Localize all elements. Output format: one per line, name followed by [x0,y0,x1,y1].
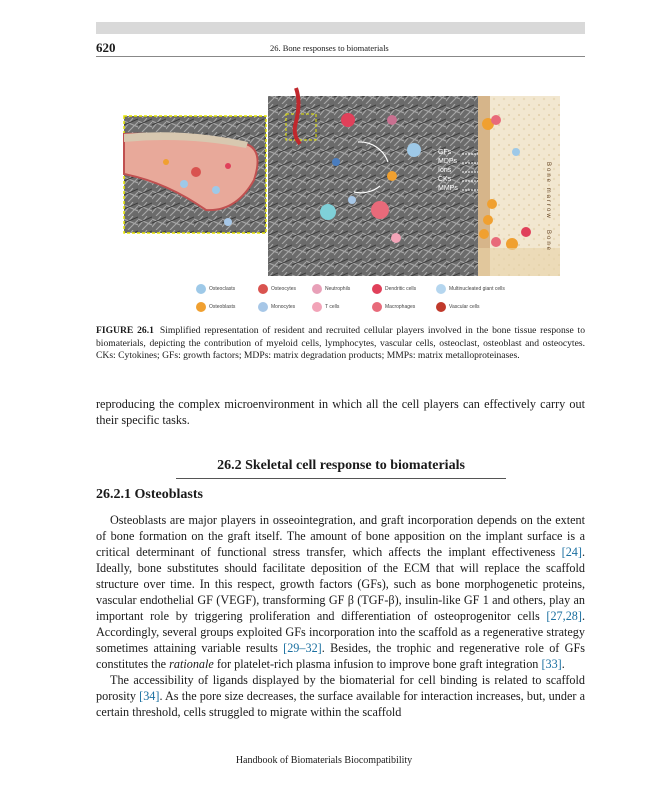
bone-label: Bone [545,230,551,253]
figure-illustration [96,62,585,317]
citation-link[interactable]: [24] [561,545,582,559]
section-rule [176,478,506,479]
figure-label: FIGURE 26.1 [96,325,154,336]
factor-cks: CKs [438,176,452,183]
paragraph-text: Osteoblasts are major players in osseointegration, and graft incorporation depends on the extent of bone formation on the graft itself. The amount of bone apposition on the implant surface is a critical determinant of functional stress transfer, which affects the implant effectiveness [96,513,585,559]
body-text [96,512,585,720]
osteoblast-icon [196,302,206,312]
caption-text: Simplified representation of resident and recruited cellular players involved in the bone tissue response to biomaterials, depicting the contribution of myeloid cells, lymphocytes, vascular cells, osteoclast, osteoblast and osteocytes. CKs: Cytokines; GFs: growth factors; MDPs: matrix degradation products; MMPs: matrix metalloproteinases. [96,325,586,361]
factor-ions: Ions [438,167,452,174]
top-bar [96,22,585,34]
sem-panel [268,88,480,276]
paragraph-text: . Ideally, bone substitutes should facilitate deposition of the ECM that will replace the scaffold structure over time. In this respect, growth factors (GFs), such as bone morphogenetic proteins, vascular endothelial GF (VEGF), transforming GF β (TGF-β), insulin-like GF 1 and others, play an important role by triggering proliferation and differentiation of osteoprogenitor cells [96,545,585,623]
running-head: 26. Bone responses to biomaterials [270,43,389,53]
legend-item: Osteocytes [258,284,296,294]
legend-item: Monocytes [258,302,295,312]
monocyte-icon [258,302,268,312]
body-paragraph-2 [96,672,585,720]
giant-cell-icon [436,284,446,294]
paragraph-text: The accessibility of ligands displayed by the biomaterial for cell binding is related to scaffold porosity [96,673,585,703]
osteoclast-icon [196,284,206,294]
legend-item: Osteoblasts [196,302,235,312]
intro-paragraph: reproducing the complex microenvironment in which all the cell players can effectively carry out their specific tasks. [96,397,585,427]
bone-marrow-label: Bone marrow [545,162,551,220]
figure-legend [196,282,556,316]
citation-link[interactable]: [27,28] [546,609,582,623]
legend-item: Neutrophils [312,284,350,294]
t-cell-icon [312,302,322,312]
paragraph-text: . As the pore size decreases, the surface available for interaction increases, but, under a certain threshold, cells struggled to migrate within the scaffold [96,689,585,719]
legend-item: T cells [312,302,339,312]
legend-item: Vascular cells [436,302,479,312]
factor-mdps: MDPs [438,158,458,165]
paragraph-text: for platelet-rich plasma infusion to improve bone graft integration [213,657,542,671]
section-heading: 26.2 Skeletal cell response to biomaterials [217,458,465,473]
paragraph-text: . Besides, the trophic and regenerative role of GFs constitutes the [96,641,586,671]
citation-link[interactable]: [29–32] [283,641,322,655]
osteocyte-icon [258,284,268,294]
legend-item: Osteoclasts [196,284,235,294]
citation-link[interactable]: [33] [541,657,562,671]
vascular-cell-icon [436,302,446,312]
factor-gfs: GFs [438,149,452,156]
paragraph-text: . [561,657,565,671]
figure-caption [96,325,585,363]
macrophage-icon [372,302,382,312]
page-number: 620 [96,40,116,55]
legend-item: Dendritic cells [372,284,416,294]
legend-item: Multinucleated giant cells [436,284,505,294]
paragraph-text: . Accordingly, several groups exploited GFs incorporation into the scaffold as a regenerative strategy sometimes attaining variable results [96,609,585,655]
page-footer: Handbook of Biomaterials Biocompatibility [235,755,413,766]
paragraph-text: rationale [169,657,214,671]
neutrophil-icon [312,284,322,294]
body-paragraph-1 [96,512,585,672]
citation-link[interactable]: [34] [139,689,160,703]
dendritic-cell-icon [372,284,382,294]
factor-mmps: MMPs [438,185,458,192]
header-rule [96,56,585,57]
legend-item: Macrophages [372,302,415,312]
inset-panel [124,116,266,233]
subsection-heading: 26.2.1 Osteoblasts [96,487,203,502]
